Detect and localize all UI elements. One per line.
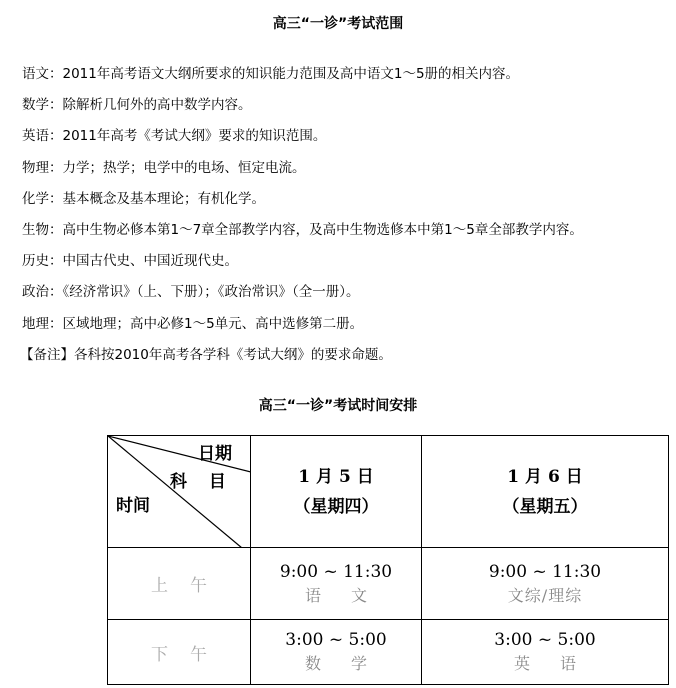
subject-label: 化学 <box>22 190 49 207</box>
exam-time: 9:00 ~ 11:30 <box>279 561 393 582</box>
day-weekday: （星期四） <box>293 496 379 517</box>
subject-label: 生物 <box>22 221 49 238</box>
note-text: 各科按2010年高考各学科《考试大纲》的要求命题。 <box>74 346 392 363</box>
scope-item-chemistry: 化学：基本概念及基本理论；有机化学。 <box>22 190 265 207</box>
schedule-row-morning <box>108 548 669 620</box>
exam-subject: 英语 <box>513 654 606 673</box>
subject-content: 《经济常识》（上、下册）；《政治常识》（全一册）。 <box>62 284 360 301</box>
subject-header-label: 科 目 <box>170 472 234 492</box>
exam-subject: 语文 <box>304 585 397 605</box>
subject-label: 语文 <box>22 66 49 82</box>
exam-subject: 文综/理综 <box>507 585 583 605</box>
scope-item-geography: 地理：区域地理；高中必修1～5单元、高中选修第二册。 <box>22 315 364 332</box>
day-date: 1 月 5 日 <box>298 466 374 487</box>
schedule-title: 高三“一诊”考试时间安排 <box>258 398 418 414</box>
subject-content: 高中生物必修本第1～7章全部教学内容，及高中生物选修本中第1～5章全部教学内容。 <box>62 221 583 238</box>
period-label: 上午 <box>151 576 229 596</box>
time-header-label: 时间 <box>116 496 150 516</box>
subject-label: 历史 <box>22 253 49 270</box>
note-row <box>20 343 672 374</box>
subject-label: 数学 <box>22 97 49 114</box>
exam-cell <box>251 548 422 620</box>
exam-subject: 数学 <box>304 654 397 673</box>
exam-cell <box>251 620 422 685</box>
diagonal-header-cell <box>108 436 251 548</box>
date-header-label: 日期 <box>198 444 232 464</box>
period-label: 下午 <box>151 644 229 665</box>
scope-item-politics: 政治：《经济常识》（上、下册）；《政治常识》（全一册）。 <box>22 284 360 301</box>
subject-content: 基本概念及基本理论；有机化学。 <box>62 190 265 207</box>
scope-list <box>22 62 672 374</box>
subject-content: 2011年高考《考试大纲》要求的知识范围。 <box>62 128 327 145</box>
exam-cell <box>422 620 669 685</box>
subject-label: 政治 <box>22 284 49 301</box>
schedule-table <box>107 435 669 685</box>
subject-content: 2011年高考语文大纲所要求的知识能力范围及高中语文1～5册的相关内容。 <box>62 66 520 82</box>
note-label: 【备注】 <box>20 346 74 363</box>
subject-label: 地理 <box>22 315 49 332</box>
exam-time: 9:00 ~ 11:30 <box>488 561 602 582</box>
scope-item-english: 英语：2011年高考《考试大纲》要求的知识范围。 <box>22 128 327 145</box>
period-cell <box>108 548 251 620</box>
schedule-row-afternoon <box>108 620 669 685</box>
exam-cell <box>422 548 669 620</box>
subject-content: 除解析几何外的高中数学内容。 <box>62 97 252 114</box>
day-header-1 <box>251 436 422 548</box>
exam-time: 3:00 ~ 5:00 <box>285 630 387 650</box>
scope-item-chinese: 语文：2011年高考语文大纲所要求的知识能力范围及高中语文1～5册的相关内容。 <box>22 66 520 82</box>
subject-content: 力学；热学；电学中的电场、恒定电流。 <box>62 159 306 176</box>
subject-content: 中国古代史、中国近现代史。 <box>62 253 238 270</box>
day-header-2 <box>422 436 669 548</box>
scope-title: 高三“一诊”考试范围 <box>272 16 404 32</box>
scope-item-math: 数学：除解析几何外的高中数学内容。 <box>22 97 252 114</box>
subject-label: 英语 <box>22 128 49 145</box>
period-cell <box>108 620 251 685</box>
day-date: 1 月 6 日 <box>507 466 583 487</box>
subject-label: 物理 <box>22 159 49 176</box>
scope-item-history: 历史：中国古代史、中国近现代史。 <box>22 253 238 270</box>
subject-content: 区域地理；高中必修1～5单元、高中选修第二册。 <box>62 315 364 332</box>
schedule-header-row <box>108 436 669 548</box>
scope-item-physics: 物理：力学；热学；电学中的电场、恒定电流。 <box>22 159 306 176</box>
day-weekday: （星期五） <box>502 496 588 517</box>
exam-time: 3:00 ~ 5:00 <box>494 630 596 650</box>
scope-item-biology: 生物：高中生物必修本第1～7章全部教学内容，及高中生物选修本中第1～5章全部教学内容。 <box>22 221 583 238</box>
